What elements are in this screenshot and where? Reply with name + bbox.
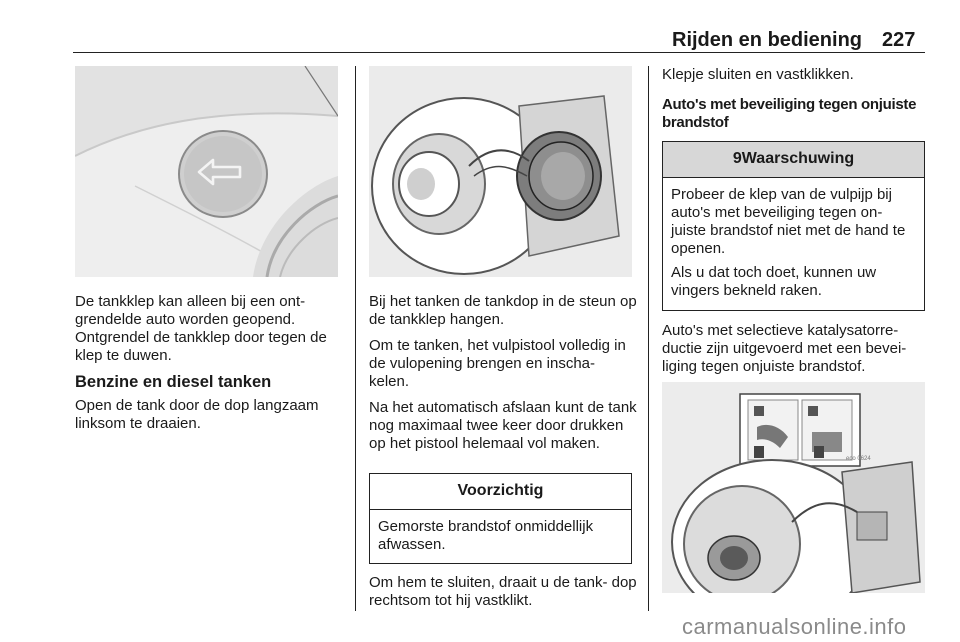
figure-misfuel-protection (662, 382, 925, 593)
paragraph: Open de tank door de dop langzaam linksom te draaien. (75, 397, 319, 432)
figure-code: eco 0624 (846, 456, 871, 462)
paragraph: Na het automatisch afslaan kunt de tank nog maximaal twee keer door drukken op het pistool helemaal vol maken. (369, 399, 637, 452)
paragraph: De tankklep kan alleen bij een ont- grendelde auto worden geopend. Ontgrendel de tankklep door tegen de klep te duwen. (75, 293, 327, 364)
page-number: 227 (882, 29, 916, 51)
caution-text: Gemorste brandstof onmiddellijk afwassen. (378, 518, 594, 553)
warning-text: Probeer de klep van de vulpijp bij auto's met beveiliging tegen on- juiste brandstof niet met de hand te openen. (671, 186, 906, 257)
warning-triangle-icon: 9 (732, 150, 742, 167)
paragraph: Klepje sluiten en vastklikken. (662, 66, 854, 83)
figure-fuel-flap (75, 66, 338, 277)
header-rule (73, 52, 925, 53)
paragraph: Om hem te sluiten, draait u de tank- dop rechtsom tot hij vastklikt. (369, 574, 637, 609)
warning-box (662, 141, 925, 311)
column-3-intro (662, 66, 927, 132)
warning-title: Waarschuwing (741, 150, 855, 167)
section-heading: Benzine en diesel tanken (75, 373, 272, 391)
column-1-text (75, 293, 345, 441)
column-3-text (662, 322, 927, 384)
subheading: Auto's met beveiliging tegen onjuiste brandstof (662, 96, 917, 131)
column-2-closing-text (369, 574, 637, 618)
paragraph: Om te tanken, het vulpistool volledig in de vulopening brengen en inscha- kelen. (369, 337, 626, 390)
caution-box (369, 473, 632, 564)
column-divider-1 (355, 66, 356, 611)
column-divider-2 (648, 66, 649, 611)
page-header-title: Rijden en bediening (672, 29, 863, 51)
column-2-text (369, 293, 637, 461)
paragraph: Bij het tanken de tankdop in de steun op de tankklep hangen. (369, 293, 637, 328)
watermark: carmanualsonline.info (682, 614, 907, 639)
figure-open-tank-cap (369, 66, 632, 277)
warning-header (663, 142, 924, 178)
paragraph: Auto's met selectieve katalysatorre- ductie zijn uitgevoerd met een bevei- liging tegen onjuiste brandstof. (662, 322, 907, 375)
warning-text: Als u dat toch doet, kunnen uw vingers bekneld raken. (671, 264, 877, 299)
caution-title: Voorzichtig (370, 474, 631, 510)
